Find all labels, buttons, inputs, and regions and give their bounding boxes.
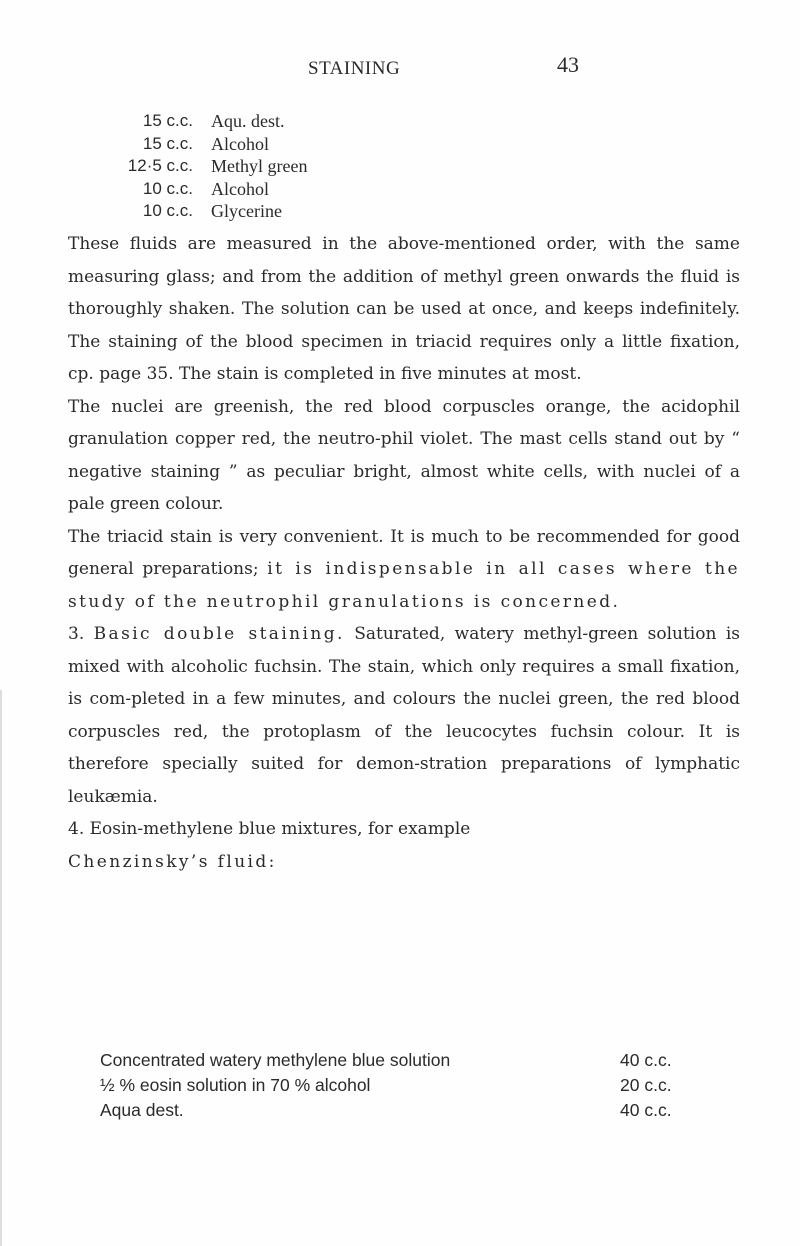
running-title: STAINING — [308, 58, 401, 79]
eosin-methylene-intro: 4. Eosin-methylene blue mixtures, for example — [68, 819, 471, 839]
recipe-row — [118, 133, 518, 156]
page-edge-shadow — [0, 690, 2, 1246]
section-text: Saturated, watery methyl-green solution is mixed with alcoholic fuchsin. The stain, which only requires a small fixation, is com-pleted in a few minutes, and colours the nuclei green, the red blood corpuscles red, the protoplasm of the leucocytes fuchsin colour. It is therefore specially suited for demon-stration preparations of lymphatic leukæmia. — [68, 624, 740, 807]
recipe-ingredient: Alcohol — [211, 133, 269, 154]
recipe-row — [118, 155, 518, 178]
recipe-ingredient: Methyl green — [211, 156, 308, 176]
page-number: 43 — [557, 52, 579, 77]
chenzinsky-formula — [100, 1048, 720, 1123]
recipe-row — [118, 200, 518, 223]
paragraph-triacid-convenience — [68, 521, 740, 619]
staining-recipe-table — [118, 110, 518, 223]
recipe-row — [118, 110, 518, 133]
formula-quantity: 40 c.c. — [620, 1050, 672, 1070]
triacid-emphasis: it is indispensable in all cases where the study of the neutrophil granulations is concerned. — [68, 559, 741, 612]
recipe-amount: 15 c.c. — [142, 133, 193, 153]
body-text — [68, 228, 740, 878]
section-number: 3. — [68, 624, 85, 644]
formula-ingredient: Aqua dest. — [100, 1100, 184, 1120]
recipe-amount: 12·5 c.c. — [127, 156, 193, 175]
formula-ingredient: Concentrated watery methylene blue solution — [100, 1050, 451, 1070]
formula-row — [100, 1098, 720, 1123]
formula-row — [100, 1048, 720, 1073]
formula-ingredient: ½ % eosin solution in 70 % alcohol — [100, 1075, 371, 1095]
recipe-amount: 10 c.c. — [142, 201, 193, 220]
recipe-ingredient: Glycerine — [211, 201, 282, 221]
paragraph-eosin-methylene — [68, 813, 740, 878]
recipe-amount: 10 c.c. — [142, 178, 193, 198]
formula-row — [100, 1073, 720, 1098]
recipe-ingredient: Aqu. dest. — [211, 111, 285, 131]
paragraph-stain-colours: The nuclei are greenish, the red blood corpuscles orange, the acidophil granulation copper red, the neutro-phil violet. The mast cells stand out by “ negative staining ” as peculiar bright, almost white cells, with nuclei of a pale green colour. — [68, 396, 740, 514]
recipe-row — [118, 178, 518, 201]
running-head — [0, 52, 800, 88]
recipe-ingredient: Alcohol — [211, 178, 269, 199]
recipe-amount: 15 c.c. — [142, 111, 193, 130]
triacid-sentence: The triacid stain is very convenient. It is much to be recommended for good general preparations; — [68, 526, 740, 579]
formula-quantity: 20 c.c. — [620, 1075, 672, 1095]
chenzinsky-fluid-label: Chenzinsky’s fluid: — [68, 851, 277, 872]
paragraph-basic-double-staining — [68, 618, 740, 813]
section-heading: Basic double staining. — [93, 624, 345, 644]
paragraph-fluid-preparation: These fluids are measured in the above-mentioned order, with the same measuring glass; and from the addition of methyl green onwards the fluid is thoroughly shaken. The solution can be used at once, and keeps indefinitely. The staining of the blood specimen in triacid requires only a little fixation, cp. page 35. The stain is completed in five minutes at most. — [68, 234, 740, 384]
formula-quantity: 40 c.c. — [620, 1100, 672, 1120]
